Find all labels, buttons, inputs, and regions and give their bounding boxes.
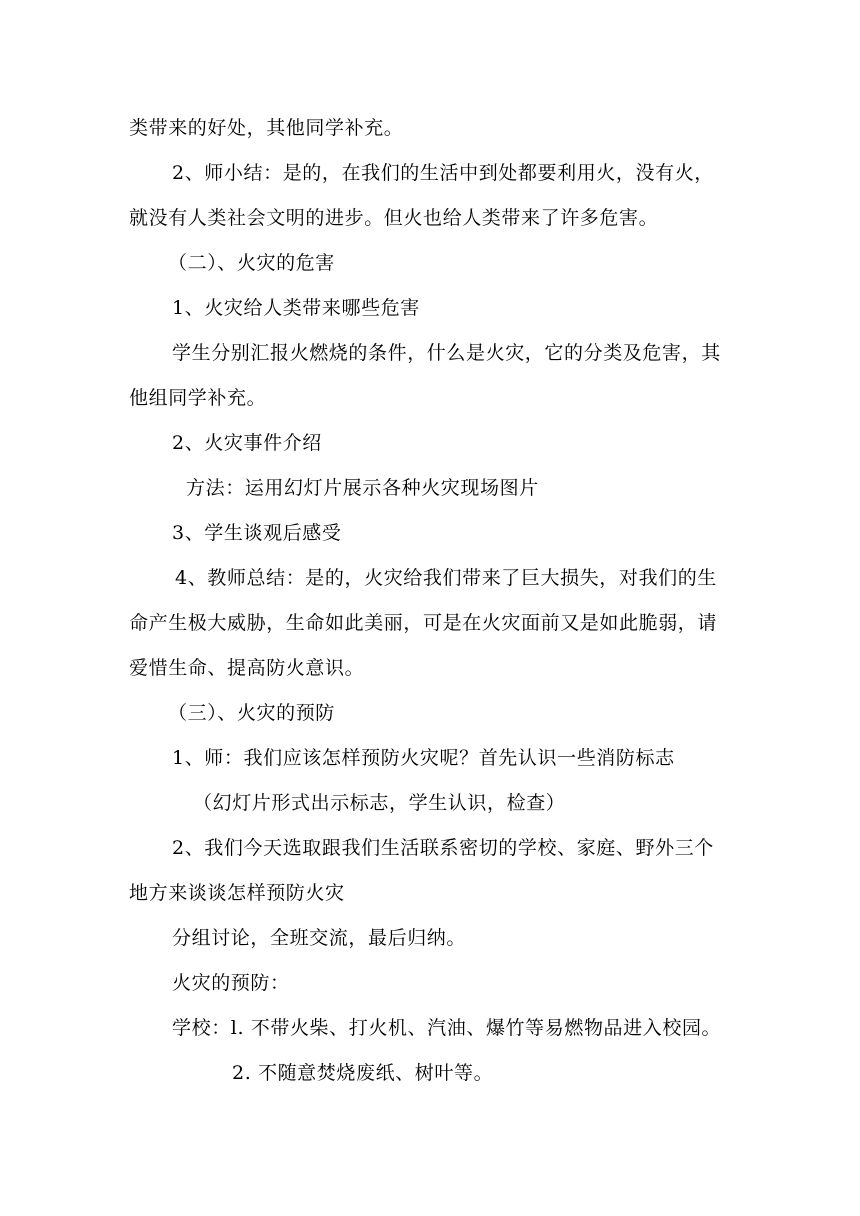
section-heading: （三）、火灾的预防 (168, 702, 335, 724)
text-line: 命产生极大威胁，生命如此美丽，可是在火灾面前又是如此脆弱，请 (129, 612, 718, 634)
text-line: 爱惜生命、提高防火意识。 (129, 657, 365, 679)
text-line: 他组同学补充。 (129, 387, 267, 409)
text-line: （幻灯片形式出示标志，学生认识，检查） (193, 792, 566, 814)
text-line: 分组讨论，全班交流，最后归纳。 (172, 927, 467, 949)
text-line: 学生分别汇报火燃烧的条件，什么是火灾，它的分类及危害，其 (172, 342, 721, 364)
text-line: 学校：l. 不带火柴、打火机、汽油、爆竹等易燃物品进入校园。 (172, 1017, 722, 1039)
text-line: 1、火灾给人类带来哪些危害 (172, 297, 420, 319)
text-line: 2、我们今天选取跟我们生活联系密切的学校、家庭、野外三个 (172, 837, 714, 859)
text-line: 4、教师总结：是的，火灾给我们带来了巨大损失，对我们的生 (175, 567, 717, 589)
text-line: 火灾的预防： (172, 972, 290, 994)
text-line: 3、学生谈观后感受 (172, 522, 342, 544)
text-line: 类带来的好处，其他同学补充。 (129, 117, 404, 139)
text-line: 2、火灾事件介绍 (172, 432, 322, 454)
text-line: 1、师：我们应该怎样预防火灾呢？首先认识一些消防标志 (172, 747, 675, 769)
text-line: 地方来谈谈怎样预防火灾 (129, 882, 345, 904)
text-line: 2、师小结：是的，在我们的生活中到处都要利用火，没有火， (172, 162, 714, 184)
text-line: 方法：运用幻灯片展示各种火灾现场图片 (186, 477, 539, 499)
text-line: 就没有人类社会文明的进步。但火也给人类带来了许多危害。 (129, 207, 659, 229)
section-heading: （二）、火灾的危害 (168, 252, 335, 274)
text-line: 2. 不随意焚烧废纸、树叶等。 (232, 1062, 494, 1084)
